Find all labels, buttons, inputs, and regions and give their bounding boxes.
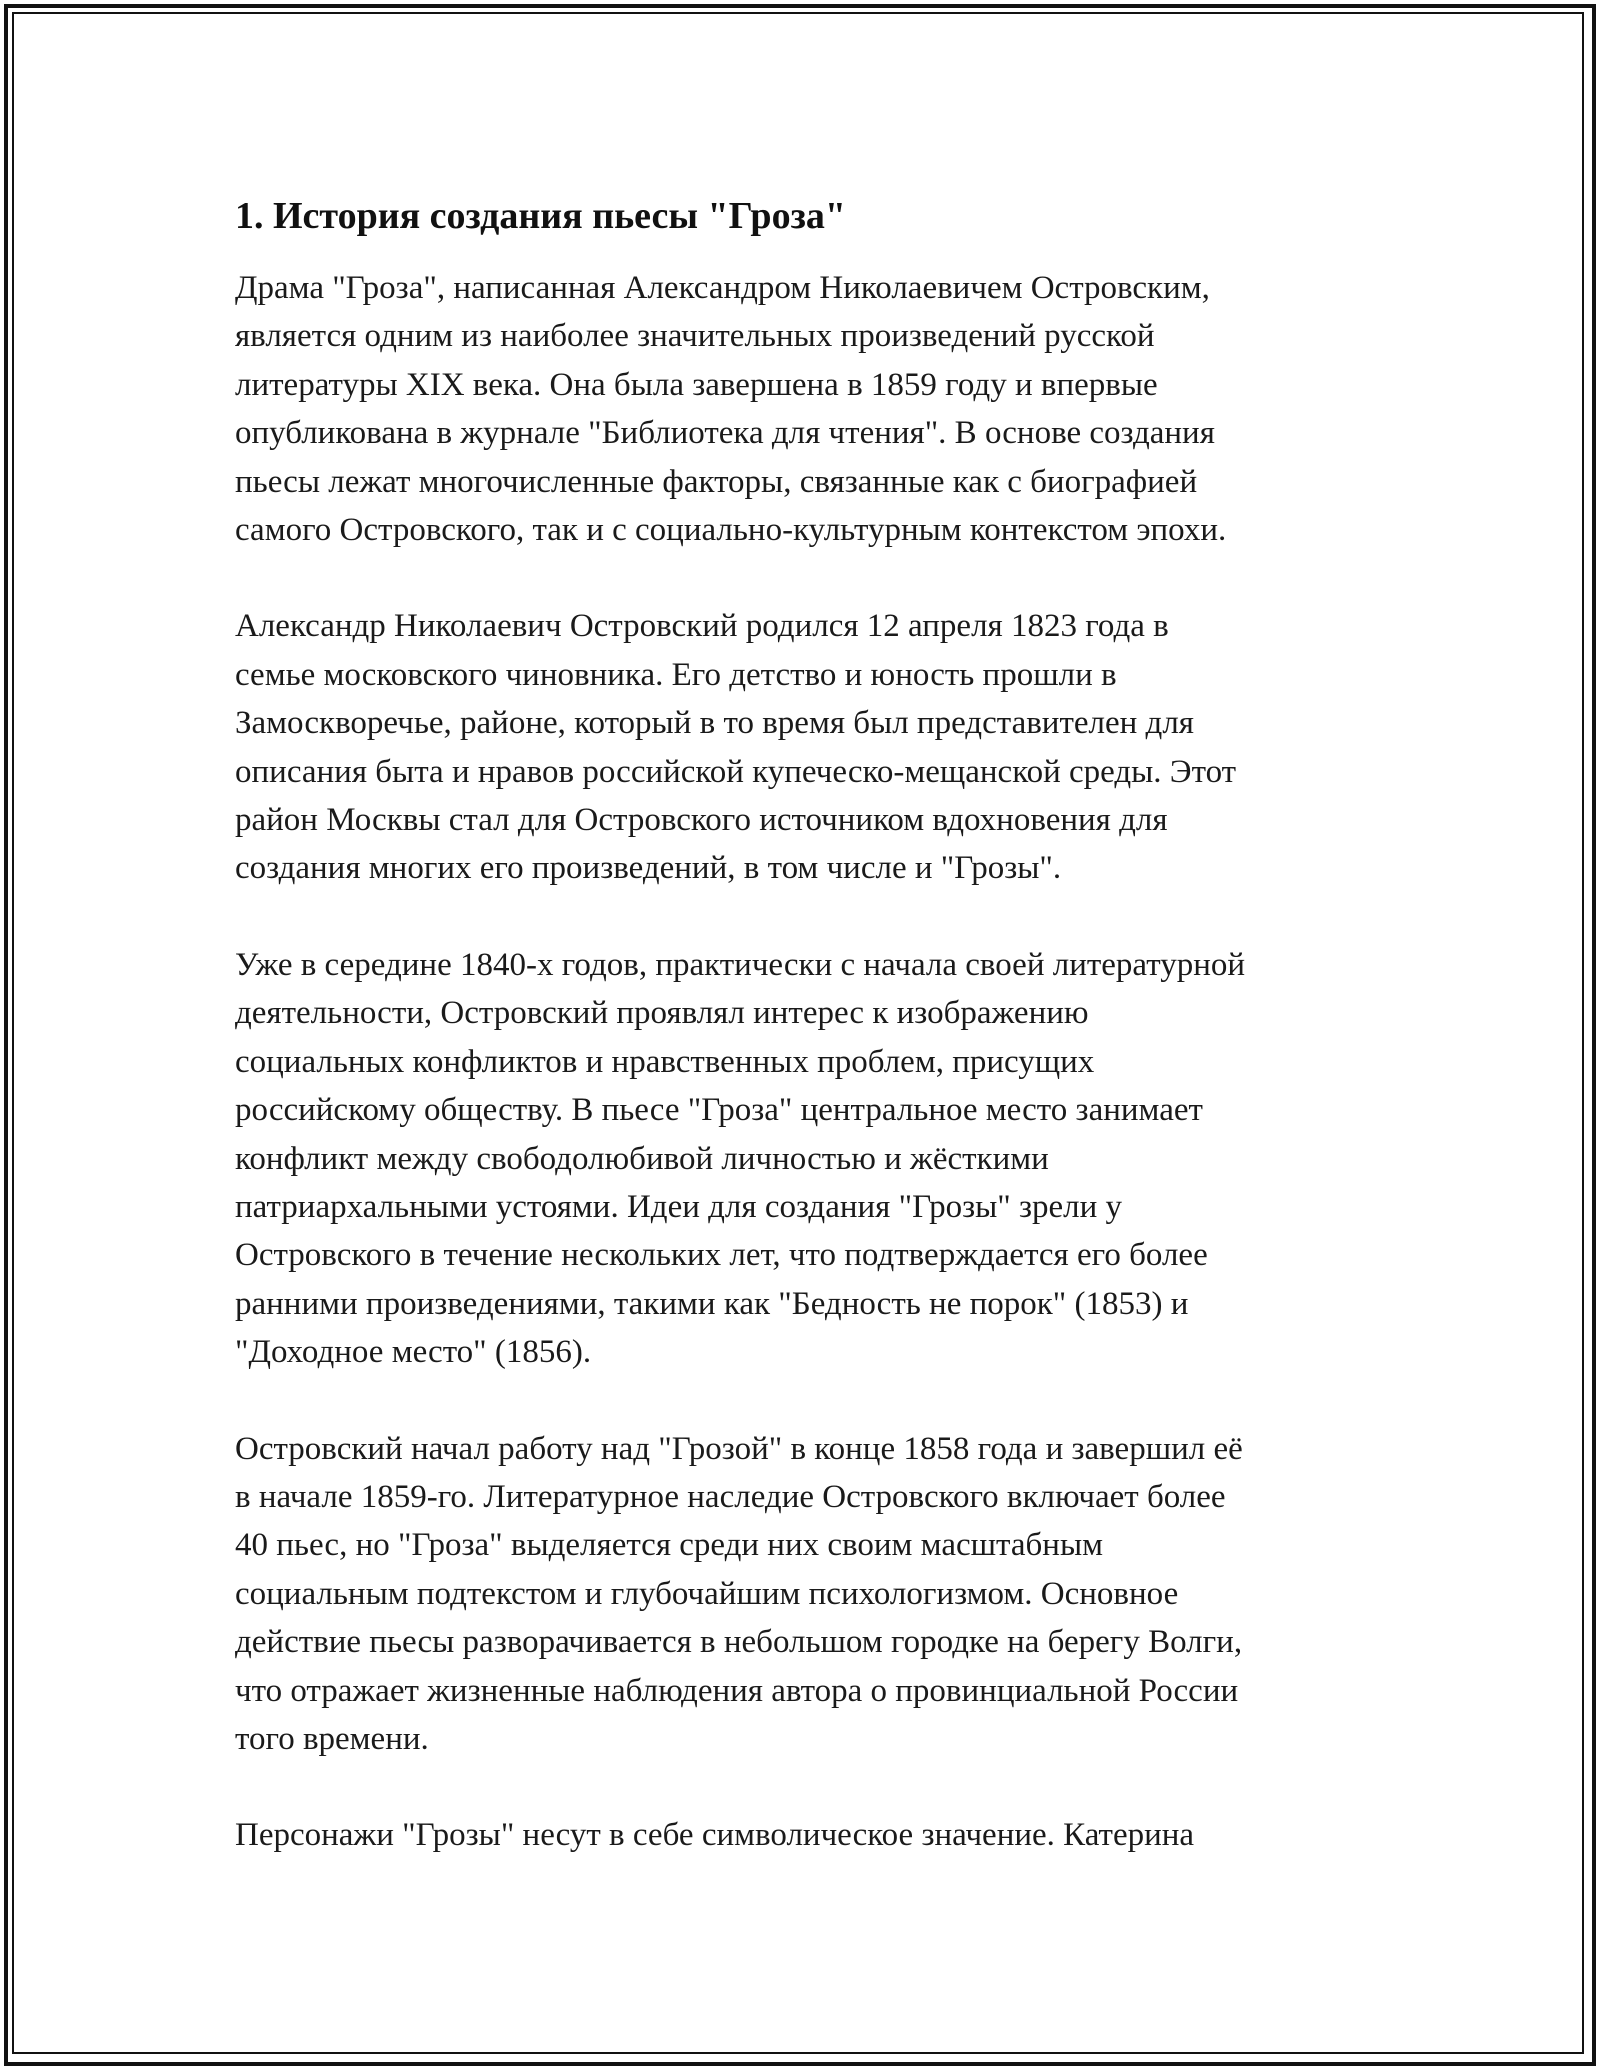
- paragraph-1: Драма "Гроза", написанная Александром Николаевичем Островским, является одним из наиболее значительных произведений русской литературы XIX века. Она была завершена в 1859 году и впервые опубликована в журнале "Библиотека для чтения". В основе создания пьесы лежат многочисленные факторы, связанные как с биографией самого Островского, так и с социально-культурным контекстом эпохи.: [235, 270, 1227, 549]
- paragraph-2: Александр Николаевич Островский родился 12 апреля 1823 года в семье московского чиновника. Его детство и юность прошли в Замоскворечье, районе, который в то время был представителен для описания быта и нравов российской купеческо-мещанской среды. Этот район Москвы стал для Островского источником вдохновения для создания многих его произведений, в том числе и "Грозы".: [235, 608, 1237, 887]
- paragraph-5: Персонажи "Грозы" несут в себе символическое значение. Катерина: [235, 1817, 1195, 1854]
- paragraph-3: Уже в середине 1840-х годов, практически с начала своей литературной деятельности, Островский проявлял интерес к изображению социальных конфликтов и нравственных проблем, присущих российскому обществу. В пьесе "Гроза" центральное место занимает конфликт между свободолюбивой личностью и жёсткими патриархальными устоями. Идеи для создания "Грозы" зрели у Островского в течение нескольких лет, что подтверждается его более ранними произведениями, такими как "Бедность не порок" (1853) и "Доходное место" (1856).: [235, 946, 1246, 1371]
- section-heading: 1. История создания пьесы "Гроза": [235, 195, 846, 237]
- paragraph-4: Островский начал работу над "Грозой" в конце 1858 года и завершил её в начале 1859-го. Литературное наследие Островского включает более 40 пьес, но "Гроза" выделяется среди них своим масштабным социальным подтекстом и глубочайшим психологизмом. Основное действие пьесы разворачивается в небольшом городке на берегу Волги, что отражает жизненные наблюдения автора о провинциальной России того времени.: [235, 1430, 1243, 1757]
- document-body: [235, 188, 1375, 1908]
